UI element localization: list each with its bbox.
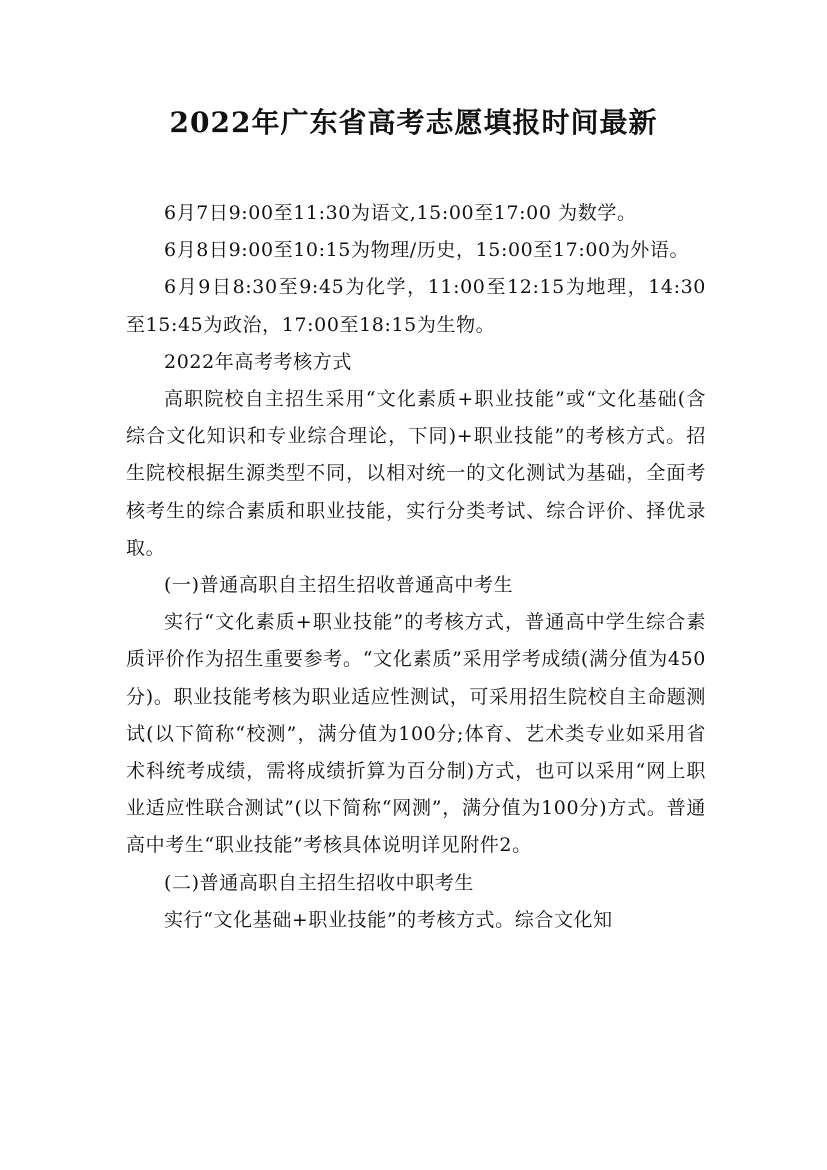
- section-heading-assessment: 2022年高考考核方式: [164, 350, 352, 373]
- document-body: [126, 195, 706, 939]
- document-title: 2022年广东省高考志愿填报时间最新: [169, 106, 658, 139]
- paragraph-exam-june-9: 6月9日8:30至9:45为化学，11:00至12:15为地理，14:30至15:45为政治，17:00至18:15为生物。: [126, 276, 706, 336]
- subheading-general-high-school: (一)普通高职自主招生招收普通高中考生: [164, 574, 514, 597]
- paragraph-vocational-school: 实行“文化基础+职业技能”的考核方式。综合文化知: [164, 908, 613, 931]
- paragraph-general-high-school: 实行“文化素质+职业技能”的考核方式，普通高中学生综合素质评价作为招生重要参考。“文化素质”采用学考成绩(满分值为450分)。职业技能考核为职业适应性测试，可采用招生院校自主命题测试(以下简称“校测”，满分值为100分;体育、艺术类专业如采用省术科统考成绩，需将成绩折算为百分制)方式，也可以采用“网上职业适应性联合测试”(以下简称“网测”，满分值为100分)方式。普通高中考生“职业技能”考核具体说明详见附件2。: [126, 611, 706, 857]
- paragraph-exam-june-7: 6月7日9:00至11:30为语文,15:00至17:00 为数学。: [164, 202, 637, 224]
- paragraph-exam-june-8: 6月8日9:00至10:15为物理/历史，15:00至17:00为外语。: [164, 239, 690, 262]
- paragraph-assessment-overview: 高职院校自主招生采用“文化素质+职业技能”或“文化基础(含综合文化知识和专业综合理论，下同)+职业技能”的考核方式。招生院校根据生源类型不同，以相对统一的文化测试为基础，全面考核考生的综合素质和职业技能，实行分类考试、综合评价、择优录取。: [126, 388, 706, 559]
- subheading-vocational-school: (二)普通高职自主招生招收中职考生: [164, 871, 475, 894]
